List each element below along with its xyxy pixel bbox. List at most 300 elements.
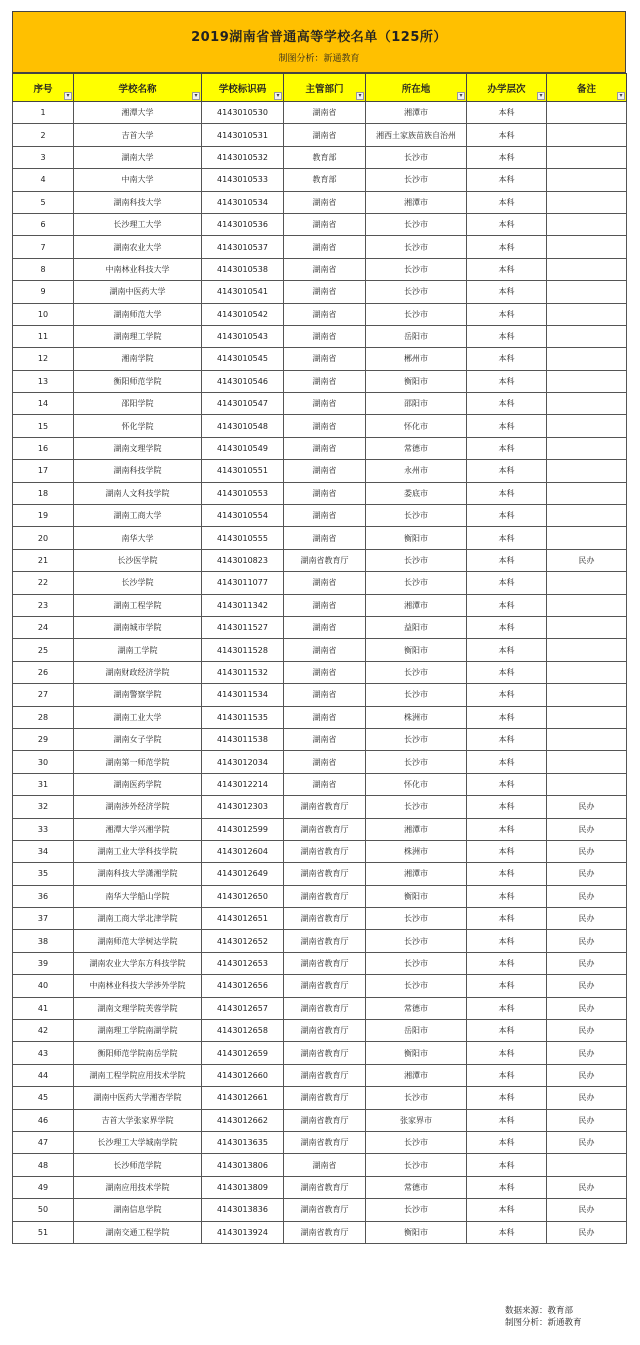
location-cell[interactable]: 永州市 [366,460,467,482]
location-cell[interactable]: 常德市 [366,1176,467,1198]
level-cell[interactable]: 本科 [467,437,547,459]
notes-cell[interactable] [547,639,627,661]
level-cell[interactable]: 本科 [467,818,547,840]
school-name-cell[interactable]: 吉首大学 [74,124,202,146]
school-code-cell[interactable]: 4143011528 [202,639,284,661]
row-index-cell[interactable]: 37 [13,908,74,930]
level-cell[interactable]: 本科 [467,169,547,191]
row-index-cell[interactable]: 8 [13,258,74,280]
row-index-cell[interactable]: 25 [13,639,74,661]
school-name-cell[interactable]: 湘潭大学兴湘学院 [74,818,202,840]
level-cell[interactable]: 本科 [467,348,547,370]
department-cell[interactable]: 湖南省 [284,505,366,527]
school-code-cell[interactable]: 4143011077 [202,572,284,594]
department-cell[interactable]: 湖南省 [284,370,366,392]
level-cell[interactable]: 本科 [467,505,547,527]
location-cell[interactable]: 长沙市 [366,236,467,258]
row-index-cell[interactable]: 38 [13,930,74,952]
school-name-cell[interactable]: 湖南医药学院 [74,773,202,795]
school-code-cell[interactable]: 4143010531 [202,124,284,146]
row-index-cell[interactable]: 19 [13,505,74,527]
row-index-cell[interactable]: 30 [13,751,74,773]
school-name-cell[interactable]: 湖南女子学院 [74,728,202,750]
school-name-cell[interactable]: 长沙师范学院 [74,1154,202,1176]
location-cell[interactable]: 长沙市 [366,303,467,325]
location-cell[interactable]: 湘潭市 [366,1064,467,1086]
level-cell[interactable]: 本科 [467,1109,547,1131]
school-code-cell[interactable]: 4143013809 [202,1176,284,1198]
department-cell[interactable]: 湖南省 [284,258,366,280]
school-name-cell[interactable]: 湖南人文科技学院 [74,482,202,504]
school-code-cell[interactable]: 4143010553 [202,482,284,504]
filter-dropdown-icon[interactable]: ▾ [192,92,200,100]
school-name-cell[interactable]: 湖南工商大学 [74,505,202,527]
notes-cell[interactable]: 民办 [547,952,627,974]
department-cell[interactable]: 湖南省教育厅 [284,952,366,974]
level-cell[interactable]: 本科 [467,728,547,750]
location-cell[interactable]: 长沙市 [366,728,467,750]
school-name-cell[interactable]: 吉首大学张家界学院 [74,1109,202,1131]
department-cell[interactable]: 湖南省 [284,102,366,124]
notes-cell[interactable] [547,281,627,303]
row-index-cell[interactable]: 4 [13,169,74,191]
school-name-cell[interactable]: 湖南农业大学 [74,236,202,258]
school-code-cell[interactable]: 4143010823 [202,549,284,571]
location-cell[interactable]: 衡阳市 [366,639,467,661]
notes-cell[interactable]: 民办 [547,1020,627,1042]
department-cell[interactable]: 湖南省 [284,236,366,258]
school-name-cell[interactable]: 邵阳学院 [74,393,202,415]
row-index-cell[interactable]: 34 [13,840,74,862]
row-index-cell[interactable]: 11 [13,325,74,347]
location-cell[interactable]: 邵阳市 [366,393,467,415]
row-index-cell[interactable]: 42 [13,1020,74,1042]
school-code-cell[interactable]: 4143011342 [202,594,284,616]
department-cell[interactable]: 湖南省 [284,393,366,415]
level-cell[interactable]: 本科 [467,393,547,415]
row-index-cell[interactable]: 31 [13,773,74,795]
department-cell[interactable]: 湖南省教育厅 [284,818,366,840]
school-name-cell[interactable]: 湖南应用技术学院 [74,1176,202,1198]
level-cell[interactable]: 本科 [467,191,547,213]
row-index-cell[interactable]: 26 [13,661,74,683]
location-cell[interactable]: 张家界市 [366,1109,467,1131]
notes-cell[interactable] [547,303,627,325]
notes-cell[interactable] [547,325,627,347]
department-cell[interactable]: 湖南省 [284,616,366,638]
school-code-cell[interactable]: 4143012650 [202,885,284,907]
location-cell[interactable]: 湘潭市 [366,863,467,885]
notes-cell[interactable] [547,370,627,392]
school-name-cell[interactable]: 湖南文理学院 [74,437,202,459]
department-cell[interactable]: 湖南省教育厅 [284,1064,366,1086]
department-cell[interactable]: 湖南省教育厅 [284,1020,366,1042]
notes-cell[interactable]: 民办 [547,1087,627,1109]
location-cell[interactable]: 岳阳市 [366,1020,467,1042]
notes-cell[interactable] [547,437,627,459]
school-name-cell[interactable]: 湖南科技学院 [74,460,202,482]
school-code-cell[interactable]: 4143012661 [202,1087,284,1109]
row-index-cell[interactable]: 3 [13,146,74,168]
school-name-cell[interactable]: 南华大学 [74,527,202,549]
notes-cell[interactable]: 民办 [547,1109,627,1131]
notes-cell[interactable] [547,572,627,594]
school-name-cell[interactable]: 湖南警察学院 [74,684,202,706]
notes-cell[interactable] [547,191,627,213]
location-cell[interactable]: 长沙市 [366,213,467,235]
department-cell[interactable]: 湖南省 [284,773,366,795]
school-code-cell[interactable]: 4143010541 [202,281,284,303]
notes-cell[interactable]: 民办 [547,930,627,952]
location-cell[interactable]: 衡阳市 [366,370,467,392]
department-cell[interactable]: 教育部 [284,169,366,191]
location-cell[interactable]: 郴州市 [366,348,467,370]
department-cell[interactable]: 湖南省 [284,460,366,482]
level-cell[interactable]: 本科 [467,1087,547,1109]
notes-cell[interactable] [547,684,627,706]
location-cell[interactable]: 长沙市 [366,549,467,571]
location-cell[interactable]: 长沙市 [366,572,467,594]
department-cell[interactable]: 湖南省 [284,325,366,347]
department-cell[interactable]: 湖南省教育厅 [284,1109,366,1131]
level-cell[interactable]: 本科 [467,213,547,235]
notes-cell[interactable] [547,213,627,235]
row-index-cell[interactable]: 18 [13,482,74,504]
department-cell[interactable]: 湖南省 [284,639,366,661]
level-cell[interactable]: 本科 [467,370,547,392]
location-cell[interactable]: 湘潭市 [366,191,467,213]
level-cell[interactable]: 本科 [467,124,547,146]
level-cell[interactable]: 本科 [467,594,547,616]
school-name-cell[interactable]: 长沙医学院 [74,549,202,571]
department-cell[interactable]: 湖南省 [284,213,366,235]
department-cell[interactable]: 湖南省教育厅 [284,997,366,1019]
notes-cell[interactable]: 民办 [547,1199,627,1221]
location-cell[interactable]: 怀化市 [366,415,467,437]
school-name-cell[interactable]: 衡阳师范学院南岳学院 [74,1042,202,1064]
level-cell[interactable]: 本科 [467,1020,547,1042]
school-name-cell[interactable]: 湖南中医药大学湘杏学院 [74,1087,202,1109]
school-name-cell[interactable]: 湖南交通工程学院 [74,1221,202,1243]
row-index-cell[interactable]: 23 [13,594,74,616]
school-code-cell[interactable]: 4143010545 [202,348,284,370]
filter-dropdown-icon[interactable]: ▾ [356,92,364,100]
school-name-cell[interactable]: 湖南师范大学 [74,303,202,325]
school-name-cell[interactable]: 湖南理工学院 [74,325,202,347]
school-name-cell[interactable]: 湖南第一师范学院 [74,751,202,773]
notes-cell[interactable]: 民办 [547,908,627,930]
school-code-cell[interactable]: 4143012214 [202,773,284,795]
row-index-cell[interactable]: 35 [13,863,74,885]
school-name-cell[interactable]: 中南大学 [74,169,202,191]
location-cell[interactable]: 长沙市 [366,1087,467,1109]
level-cell[interactable]: 本科 [467,281,547,303]
filter-dropdown-icon[interactable]: ▾ [457,92,465,100]
school-name-cell[interactable]: 湖南工商大学北津学院 [74,908,202,930]
level-cell[interactable]: 本科 [467,146,547,168]
school-name-cell[interactable]: 中南林业科技大学 [74,258,202,280]
row-index-cell[interactable]: 45 [13,1087,74,1109]
department-cell[interactable]: 湖南省教育厅 [284,1199,366,1221]
row-index-cell[interactable]: 41 [13,997,74,1019]
school-code-cell[interactable]: 4143012662 [202,1109,284,1131]
school-name-cell[interactable]: 湖南科技大学 [74,191,202,213]
school-code-cell[interactable]: 4143012604 [202,840,284,862]
school-code-cell[interactable]: 4143010530 [202,102,284,124]
school-name-cell[interactable]: 湖南城市学院 [74,616,202,638]
row-index-cell[interactable]: 12 [13,348,74,370]
notes-cell[interactable] [547,1154,627,1176]
notes-cell[interactable] [547,706,627,728]
level-cell[interactable]: 本科 [467,661,547,683]
location-cell[interactable]: 益阳市 [366,616,467,638]
row-index-cell[interactable]: 21 [13,549,74,571]
school-code-cell[interactable]: 4143010555 [202,527,284,549]
row-index-cell[interactable]: 9 [13,281,74,303]
department-cell[interactable]: 湖南省 [284,527,366,549]
location-cell[interactable]: 常德市 [366,437,467,459]
level-cell[interactable]: 本科 [467,303,547,325]
location-cell[interactable]: 长沙市 [366,146,467,168]
school-name-cell[interactable]: 湖南大学 [74,146,202,168]
school-code-cell[interactable]: 4143010548 [202,415,284,437]
row-index-cell[interactable]: 22 [13,572,74,594]
department-cell[interactable]: 湖南省教育厅 [284,863,366,885]
school-name-cell[interactable]: 湖南文理学院芙蓉学院 [74,997,202,1019]
row-index-cell[interactable]: 17 [13,460,74,482]
school-name-cell[interactable]: 长沙理工大学 [74,213,202,235]
row-index-cell[interactable]: 36 [13,885,74,907]
school-name-cell[interactable]: 湖南科技大学潇湘学院 [74,863,202,885]
row-index-cell[interactable]: 40 [13,975,74,997]
school-name-cell[interactable]: 湖南工学院 [74,639,202,661]
school-name-cell[interactable]: 湖南师范大学树达学院 [74,930,202,952]
row-index-cell[interactable]: 27 [13,684,74,706]
department-cell[interactable]: 湖南省教育厅 [284,1042,366,1064]
school-code-cell[interactable]: 4143013924 [202,1221,284,1243]
school-name-cell[interactable]: 湖南信息学院 [74,1199,202,1221]
level-cell[interactable]: 本科 [467,572,547,594]
notes-cell[interactable] [547,594,627,616]
location-cell[interactable]: 长沙市 [366,505,467,527]
department-cell[interactable]: 湖南省 [284,281,366,303]
department-cell[interactable]: 湖南省教育厅 [284,930,366,952]
department-cell[interactable]: 湖南省教育厅 [284,840,366,862]
notes-cell[interactable]: 民办 [547,997,627,1019]
notes-cell[interactable] [547,169,627,191]
notes-cell[interactable]: 民办 [547,796,627,818]
school-name-cell[interactable]: 南华大学船山学院 [74,885,202,907]
row-index-cell[interactable]: 46 [13,1109,74,1131]
row-index-cell[interactable]: 15 [13,415,74,437]
school-code-cell[interactable]: 4143012656 [202,975,284,997]
department-cell[interactable]: 湖南省 [284,415,366,437]
level-cell[interactable]: 本科 [467,863,547,885]
school-code-cell[interactable]: 4143010546 [202,370,284,392]
school-name-cell[interactable]: 湖南工业大学科技学院 [74,840,202,862]
level-cell[interactable]: 本科 [467,1131,547,1153]
school-code-cell[interactable]: 4143012599 [202,818,284,840]
department-cell[interactable]: 湖南省 [284,661,366,683]
department-cell[interactable]: 湖南省 [284,684,366,706]
department-cell[interactable]: 湖南省教育厅 [284,1131,366,1153]
school-name-cell[interactable]: 湖南涉外经济学院 [74,796,202,818]
notes-cell[interactable]: 民办 [547,1131,627,1153]
filter-active-icon[interactable]: ▾ [537,92,545,100]
school-code-cell[interactable]: 4143012651 [202,908,284,930]
school-code-cell[interactable]: 4143012657 [202,997,284,1019]
notes-cell[interactable] [547,728,627,750]
notes-cell[interactable] [547,505,627,527]
school-name-cell[interactable]: 湖南工业大学 [74,706,202,728]
level-cell[interactable]: 本科 [467,549,547,571]
location-cell[interactable]: 湘西土家族苗族自治州 [366,124,467,146]
level-cell[interactable]: 本科 [467,1199,547,1221]
school-code-cell[interactable]: 4143010537 [202,236,284,258]
location-cell[interactable]: 长沙市 [366,281,467,303]
row-index-cell[interactable]: 33 [13,818,74,840]
location-cell[interactable]: 湘潭市 [366,818,467,840]
location-cell[interactable]: 长沙市 [366,258,467,280]
level-cell[interactable]: 本科 [467,1176,547,1198]
school-code-cell[interactable]: 4143011535 [202,706,284,728]
location-cell[interactable]: 长沙市 [366,169,467,191]
row-index-cell[interactable]: 5 [13,191,74,213]
department-cell[interactable]: 湖南省 [284,482,366,504]
school-code-cell[interactable]: 4143011532 [202,661,284,683]
school-name-cell[interactable]: 衡阳师范学院 [74,370,202,392]
school-name-cell[interactable]: 长沙学院 [74,572,202,594]
location-cell[interactable]: 长沙市 [366,796,467,818]
level-cell[interactable]: 本科 [467,236,547,258]
level-cell[interactable]: 本科 [467,639,547,661]
level-cell[interactable]: 本科 [467,1042,547,1064]
school-code-cell[interactable]: 4143012660 [202,1064,284,1086]
notes-cell[interactable] [547,661,627,683]
department-cell[interactable]: 湖南省 [284,124,366,146]
row-index-cell[interactable]: 47 [13,1131,74,1153]
level-cell[interactable]: 本科 [467,1064,547,1086]
school-name-cell[interactable]: 湖南财政经济学院 [74,661,202,683]
notes-cell[interactable]: 民办 [547,975,627,997]
department-cell[interactable]: 湖南省 [284,348,366,370]
school-code-cell[interactable]: 4143012649 [202,863,284,885]
filter-dropdown-icon[interactable]: ▾ [274,92,282,100]
notes-cell[interactable] [547,527,627,549]
level-cell[interactable]: 本科 [467,460,547,482]
level-cell[interactable]: 本科 [467,482,547,504]
notes-cell[interactable] [547,415,627,437]
school-name-cell[interactable]: 长沙理工大学城南学院 [74,1131,202,1153]
row-index-cell[interactable]: 51 [13,1221,74,1243]
department-cell[interactable]: 湖南省 [284,1154,366,1176]
level-cell[interactable]: 本科 [467,997,547,1019]
row-index-cell[interactable]: 29 [13,728,74,750]
location-cell[interactable]: 长沙市 [366,930,467,952]
level-cell[interactable]: 本科 [467,415,547,437]
row-index-cell[interactable]: 49 [13,1176,74,1198]
notes-cell[interactable] [547,482,627,504]
row-index-cell[interactable]: 43 [13,1042,74,1064]
school-name-cell[interactable]: 湖南中医药大学 [74,281,202,303]
location-cell[interactable]: 怀化市 [366,773,467,795]
school-code-cell[interactable]: 4143010538 [202,258,284,280]
notes-cell[interactable]: 民办 [547,840,627,862]
notes-cell[interactable] [547,751,627,773]
notes-cell[interactable] [547,146,627,168]
department-cell[interactable]: 湖南省教育厅 [284,1087,366,1109]
location-cell[interactable]: 衡阳市 [366,1221,467,1243]
location-cell[interactable]: 长沙市 [366,975,467,997]
level-cell[interactable]: 本科 [467,930,547,952]
department-cell[interactable]: 湖南省教育厅 [284,975,366,997]
notes-cell[interactable] [547,393,627,415]
location-cell[interactable]: 娄底市 [366,482,467,504]
level-cell[interactable]: 本科 [467,773,547,795]
school-name-cell[interactable]: 湖南工程学院应用技术学院 [74,1064,202,1086]
school-code-cell[interactable]: 4143010554 [202,505,284,527]
row-index-cell[interactable]: 1 [13,102,74,124]
school-name-cell[interactable]: 湘潭大学 [74,102,202,124]
department-cell[interactable]: 湖南省 [284,191,366,213]
department-cell[interactable]: 湖南省教育厅 [284,1221,366,1243]
row-index-cell[interactable]: 6 [13,213,74,235]
school-name-cell[interactable]: 湖南工程学院 [74,594,202,616]
school-code-cell[interactable]: 4143010532 [202,146,284,168]
location-cell[interactable]: 岳阳市 [366,325,467,347]
department-cell[interactable]: 教育部 [284,146,366,168]
location-cell[interactable]: 长沙市 [366,1154,467,1176]
school-code-cell[interactable]: 4143010543 [202,325,284,347]
school-code-cell[interactable]: 4143012303 [202,796,284,818]
level-cell[interactable]: 本科 [467,952,547,974]
department-cell[interactable]: 湖南省 [284,728,366,750]
location-cell[interactable]: 长沙市 [366,661,467,683]
row-index-cell[interactable]: 44 [13,1064,74,1086]
school-code-cell[interactable]: 4143012652 [202,930,284,952]
level-cell[interactable]: 本科 [467,1221,547,1243]
school-code-cell[interactable]: 4143010547 [202,393,284,415]
row-index-cell[interactable]: 50 [13,1199,74,1221]
school-code-cell[interactable]: 4143013836 [202,1199,284,1221]
notes-cell[interactable]: 民办 [547,885,627,907]
row-index-cell[interactable]: 20 [13,527,74,549]
school-code-cell[interactable]: 4143010534 [202,191,284,213]
location-cell[interactable]: 长沙市 [366,1199,467,1221]
school-name-cell[interactable]: 怀化学院 [74,415,202,437]
level-cell[interactable]: 本科 [467,796,547,818]
location-cell[interactable]: 衡阳市 [366,885,467,907]
location-cell[interactable]: 株洲市 [366,706,467,728]
level-cell[interactable]: 本科 [467,908,547,930]
filter-dropdown-icon[interactable]: ▾ [617,92,625,100]
school-code-cell[interactable]: 4143012659 [202,1042,284,1064]
school-name-cell[interactable]: 中南林业科技大学涉外学院 [74,975,202,997]
location-cell[interactable]: 株洲市 [366,840,467,862]
location-cell[interactable]: 衡阳市 [366,527,467,549]
department-cell[interactable]: 湖南省教育厅 [284,796,366,818]
notes-cell[interactable] [547,124,627,146]
location-cell[interactable]: 衡阳市 [366,1042,467,1064]
notes-cell[interactable] [547,258,627,280]
location-cell[interactable]: 长沙市 [366,751,467,773]
row-index-cell[interactable]: 28 [13,706,74,728]
filter-dropdown-icon[interactable]: ▾ [64,92,72,100]
level-cell[interactable]: 本科 [467,706,547,728]
department-cell[interactable]: 湖南省教育厅 [284,908,366,930]
school-code-cell[interactable]: 4143010542 [202,303,284,325]
location-cell[interactable]: 常德市 [366,997,467,1019]
